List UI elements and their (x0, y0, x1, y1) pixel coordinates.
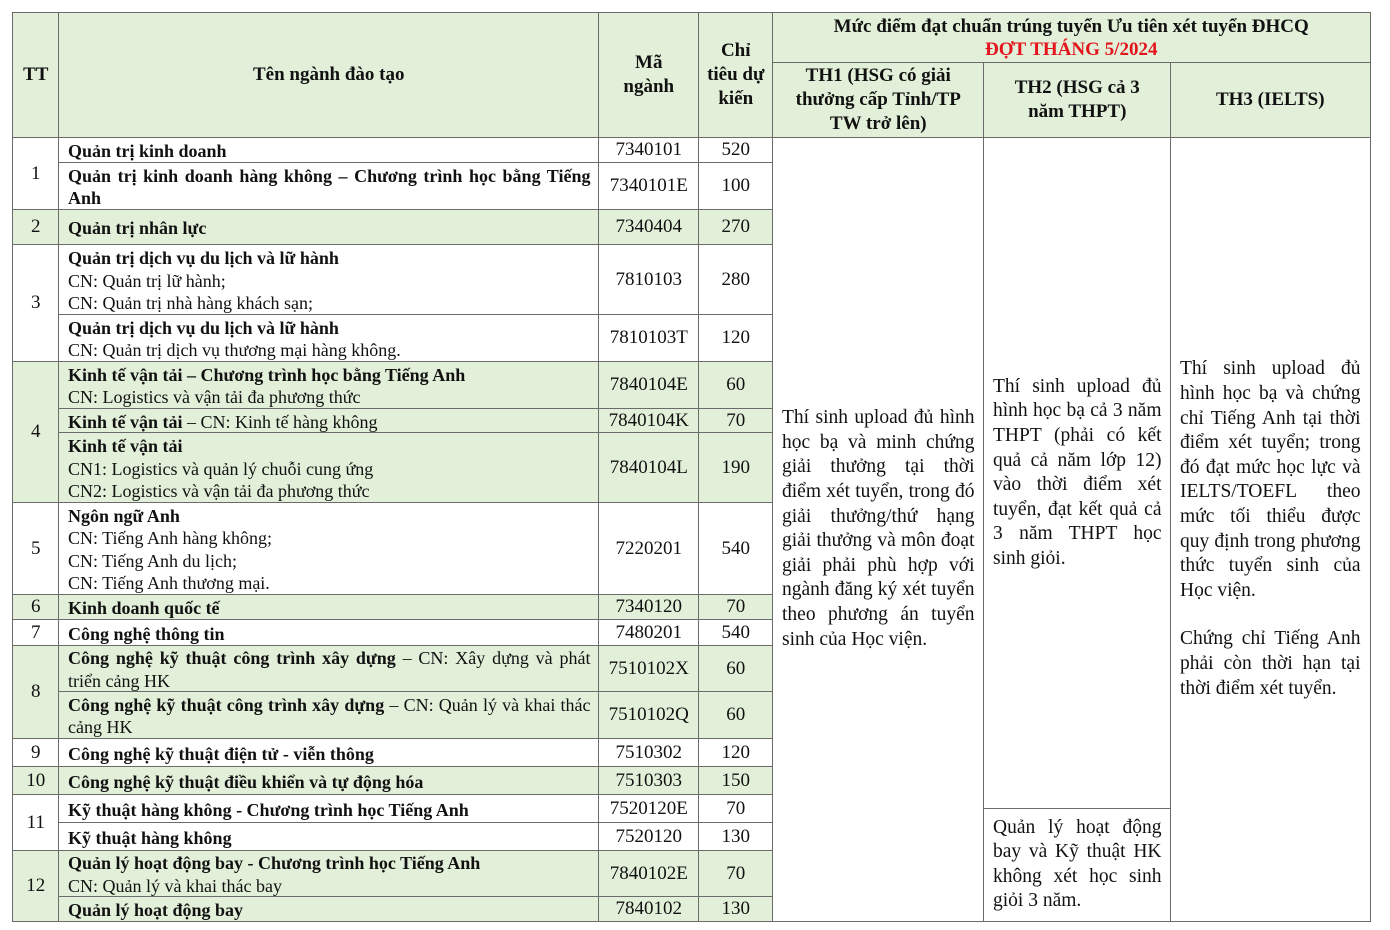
th2-criteria (983, 137, 1172, 810)
program-name (58, 314, 600, 363)
program-code (598, 794, 700, 824)
program-name (58, 896, 600, 922)
row-number (12, 738, 60, 768)
program-quota-value: 190 (721, 456, 750, 478)
header-tt-label: TT (23, 64, 49, 86)
program-quota-value: 70 (726, 596, 746, 618)
program-quota (698, 738, 774, 768)
program-title (68, 852, 591, 875)
row-number (12, 850, 60, 922)
program-quota (698, 619, 774, 647)
program-code (598, 738, 700, 768)
program-code-value: 7510303 (615, 769, 682, 791)
row-number (12, 619, 60, 647)
program-title-bold: Quản lý hoạt động bay - Chương trình học Tiếng Anh (68, 853, 481, 874)
program-code-value: 7840104E (609, 374, 688, 396)
program-name (58, 137, 600, 164)
program-name (58, 822, 600, 852)
program-code-value: 7510102X (608, 657, 689, 679)
program-name (58, 361, 600, 410)
program-quota (698, 502, 774, 596)
program-code (598, 408, 700, 434)
program-code (598, 896, 700, 922)
program-code-value: 7520120E (609, 797, 688, 819)
program-title (68, 623, 591, 646)
program-name (58, 619, 600, 647)
header-group-title: Mức điểm đạt chuẩn trúng tuyển Ưu tiên xét tuyển ĐHCQ (833, 15, 1309, 37)
row-number (12, 766, 60, 796)
row-number-label: 3 (31, 292, 41, 314)
program-quota-value: 70 (726, 409, 746, 431)
specialization-line: CN: Tiếng Anh hàng không; (68, 528, 273, 549)
program-quota (698, 162, 774, 211)
program-quota-value: 540 (721, 621, 750, 643)
program-name (58, 162, 600, 211)
row-number-label: 1 (31, 162, 41, 184)
program-quota-value: 520 (721, 139, 750, 161)
program-title (68, 165, 591, 210)
program-code (598, 244, 700, 316)
header-quota-label: Chỉ tiêu dự kiến (707, 40, 765, 110)
program-title-bold: Công nghệ kỹ thuật công trình xây dựng (68, 648, 396, 669)
program-quota (698, 896, 774, 922)
specialization-line: CN: Quản trị lữ hành; (68, 270, 226, 291)
program-name (58, 850, 600, 898)
header-code-label: Mã ngành (623, 52, 675, 98)
row-number-label: 11 (26, 811, 45, 833)
program-name (58, 738, 600, 768)
specialization-line: CN2: Logistics và vận tải đa phương thức (68, 481, 370, 501)
program-quota (698, 691, 774, 740)
row-number-label: 10 (26, 769, 46, 791)
program-title-suffix: – CN: Quản lý và khai thác cảng HK (68, 694, 591, 738)
program-title-bold: Công nghệ kỹ thuật điện tử - viễn thông (68, 743, 374, 764)
header-group (772, 12, 1371, 64)
th1-text: Thí sinh upload đủ hình học bạ và minh chứng giải thưởng tại thời điểm xét tuyển, trong đó giải thưởng/thứ hạng giải thưởng và môn đoạt giải phải phù hợp với ngành đăng ký xét tuyển theo phương án tuyển sinh của Học viện. (782, 407, 975, 650)
program-quota-value: 130 (721, 897, 750, 919)
program-code-value: 7840104K (608, 409, 689, 431)
program-quota (698, 766, 774, 796)
program-name (58, 244, 600, 316)
program-title-bold: Kinh doanh quốc tế (68, 598, 220, 618)
row-number-label: 12 (26, 874, 46, 896)
header-name (58, 12, 600, 139)
program-title (68, 217, 591, 240)
row-number-label: 9 (31, 741, 41, 763)
row-number-label: 7 (31, 621, 41, 643)
program-title (68, 140, 591, 163)
program-quota-value: 280 (721, 268, 750, 290)
program-code (598, 361, 700, 410)
header-name-label: Tên ngành đào tạo (252, 64, 405, 86)
program-code-value: 7220201 (615, 537, 682, 559)
program-quota (698, 432, 774, 504)
program-title-bold: Kinh tế vận tải – Chương trình học bằng Tiếng Anh (68, 364, 466, 385)
program-code-value: 7340404 (615, 216, 682, 238)
program-quota-value: 120 (721, 327, 750, 349)
program-code-value: 7340101 (615, 139, 682, 161)
th2-text: Thí sinh upload đủ hình học bạ cả 3 năm THPT (phải có kết quả cả năm lớp 12) vào thời điểm xét tuyển, đạt kết quả cả 3 năm THPT học sinh giỏi. (993, 375, 1162, 570)
program-quota-value: 100 (721, 175, 750, 197)
program-code (598, 822, 700, 852)
program-title-bold: Kinh tế vận tải (68, 411, 183, 432)
program-quota-value: 60 (726, 374, 746, 396)
program-quota (698, 361, 774, 410)
program-quota (698, 822, 774, 852)
program-title-bold: Kỹ thuật hàng không (68, 827, 232, 848)
program-quota-value: 540 (721, 537, 750, 559)
program-quota-value: 60 (726, 657, 746, 679)
row-number (12, 794, 60, 852)
program-title-bold: Quản trị dịch vụ du lịch và lữ hành (68, 248, 339, 268)
program-code (598, 766, 700, 796)
program-name (58, 209, 600, 246)
header-th2 (983, 62, 1172, 139)
th2-exception-text: Quản lý hoạt động bay và Kỹ thuật HK không xét học sinh giỏi 3 năm. (993, 816, 1162, 912)
th3-text: Thí sinh upload đủ hình học bạ và chứng chỉ Tiếng Anh tại thời điểm xét tuyển; trong đó đạt mức học lực và IELTS/TOEFL theo mức tối thiểu được quy định trong phương thức tuyển sinh của Học viện. (1180, 358, 1361, 601)
row-number (12, 502, 60, 596)
program-quota (698, 794, 774, 824)
header-th1 (772, 62, 985, 139)
program-title-bold: Kinh tế vận tải (68, 436, 183, 456)
specialization-line: CN: Quản trị dịch vụ thương mại hàng không. (68, 340, 401, 361)
program-title-suffix: – CN: Kinh tế hàng không (182, 411, 378, 432)
program-quota-value: 130 (721, 825, 750, 847)
program-title (68, 799, 591, 822)
header-code (598, 12, 700, 139)
header-tt (12, 12, 60, 139)
program-code (598, 314, 700, 363)
program-name (58, 691, 600, 740)
program-title (68, 827, 591, 850)
row-number (12, 361, 60, 504)
program-title (68, 364, 591, 387)
program-code-value: 7840102 (615, 897, 682, 919)
program-code-value: 7340120 (615, 596, 682, 618)
row-number-label: 5 (31, 537, 41, 559)
program-code-value: 7810103 (615, 268, 682, 290)
program-quota-value: 270 (721, 216, 750, 238)
specialization-line: CN: Tiếng Anh thương mại. (68, 573, 270, 594)
program-title (68, 694, 591, 739)
program-title-bold: Quản lý hoạt động bay (68, 899, 244, 920)
program-quota-value: 120 (721, 741, 750, 763)
program-code (598, 594, 700, 621)
program-name (58, 432, 600, 504)
header-th2-label: TH2 (HSG cả 3 năm THPT) (1014, 77, 1140, 123)
header-th3-label: TH3 (IELTS) (1215, 89, 1325, 111)
program-title (68, 647, 591, 692)
row-number-label: 4 (31, 421, 41, 443)
program-title (68, 247, 591, 270)
specialization-line: CN: Logistics và vận tải đa phương thức (68, 387, 361, 408)
specialization-line: CN1: Logistics và quản lý chuỗi cung ứng (68, 458, 374, 479)
program-code-value: 7840102E (609, 862, 688, 884)
program-title-suffix: – CN: Xây dựng và phát triển cảng HK (68, 648, 591, 691)
program-title-bold: Ngôn ngữ Anh (68, 505, 180, 526)
program-quota (698, 137, 774, 164)
program-code (598, 432, 700, 504)
program-quota (698, 850, 774, 898)
program-quota-value: 70 (726, 862, 746, 884)
program-title-bold: Quản trị kinh doanh (68, 141, 227, 161)
program-title-bold: Công nghệ kỹ thuật công trình xây dựng (68, 694, 385, 715)
program-code (598, 691, 700, 740)
program-title (68, 899, 591, 922)
program-name (58, 408, 600, 434)
program-quota (698, 594, 774, 621)
program-title-bold: Công nghệ kỹ thuật điều khiển và tự động hóa (68, 771, 424, 792)
program-name (58, 594, 600, 621)
program-title (68, 435, 591, 458)
row-number (12, 594, 60, 621)
specialization-line: CN: Quản lý và khai thác bay (68, 875, 282, 896)
header-quota (698, 12, 774, 139)
header-group-subtitle: ĐỢT THÁNG 5/2024 (985, 38, 1158, 60)
program-code-value: 7520120 (615, 825, 682, 847)
row-number-label: 2 (31, 216, 41, 238)
program-title (68, 597, 591, 620)
th3-criteria (1170, 137, 1371, 922)
program-code-value: 7510102Q (608, 704, 689, 726)
program-code (598, 645, 700, 693)
program-quota (698, 314, 774, 363)
program-code-value: 7340101E (609, 175, 688, 197)
program-title (68, 317, 591, 340)
program-title-bold: Quản trị nhân lực (68, 218, 207, 238)
row-number (12, 209, 60, 246)
program-title (68, 743, 591, 766)
program-code (598, 502, 700, 596)
program-code (598, 162, 700, 211)
program-code (598, 209, 700, 246)
program-name (58, 502, 600, 596)
program-quota (698, 408, 774, 434)
header-th1-label: TH1 (HSG có giải thưởng cấp Tỉnh/TP TW trở lên) (795, 65, 961, 135)
program-code-value: 7510302 (615, 741, 682, 763)
specialization-line: CN: Tiếng Anh du lịch; (68, 550, 238, 571)
program-title (68, 771, 591, 794)
program-name (58, 766, 600, 796)
row-number-label: 6 (31, 596, 41, 618)
program-quota (698, 645, 774, 693)
program-quota-value: 60 (726, 704, 746, 726)
program-quota-value: 150 (721, 769, 750, 791)
row-number (12, 244, 60, 363)
program-code-value: 7480201 (615, 621, 682, 643)
th3-validity-text: Chứng chỉ Tiếng Anh phải còn thời hạn tại thời điểm xét tuyển. (1180, 628, 1361, 699)
program-quota (698, 209, 774, 246)
program-name (58, 794, 600, 824)
specialization-line: CN: Quản trị nhà hàng khách sạn; (68, 293, 313, 313)
row-number (12, 137, 60, 211)
program-name (58, 645, 600, 693)
program-code (598, 850, 700, 898)
program-title-bold: Công nghệ thông tin (68, 623, 225, 644)
th2-exception (983, 808, 1172, 922)
program-quota (698, 244, 774, 316)
header-th3 (1170, 62, 1371, 139)
program-code-value: 7840104L (609, 456, 688, 478)
program-code-value: 7810103T (609, 327, 688, 349)
row-number-label: 8 (31, 681, 41, 703)
program-title (68, 411, 591, 434)
program-quota-value: 70 (726, 797, 746, 819)
program-code (598, 137, 700, 164)
row-number (12, 645, 60, 740)
program-title-bold: Kỹ thuật hàng không - Chương trình học Tiếng Anh (68, 799, 469, 820)
program-title-bold: Quản trị kinh doanh hàng không – Chương trình học bằng Tiếng Anh (68, 165, 591, 209)
program-code (598, 619, 700, 647)
program-title-bold: Quản trị dịch vụ du lịch và lữ hành (68, 317, 339, 338)
th1-criteria (772, 137, 985, 922)
program-title (68, 505, 591, 528)
